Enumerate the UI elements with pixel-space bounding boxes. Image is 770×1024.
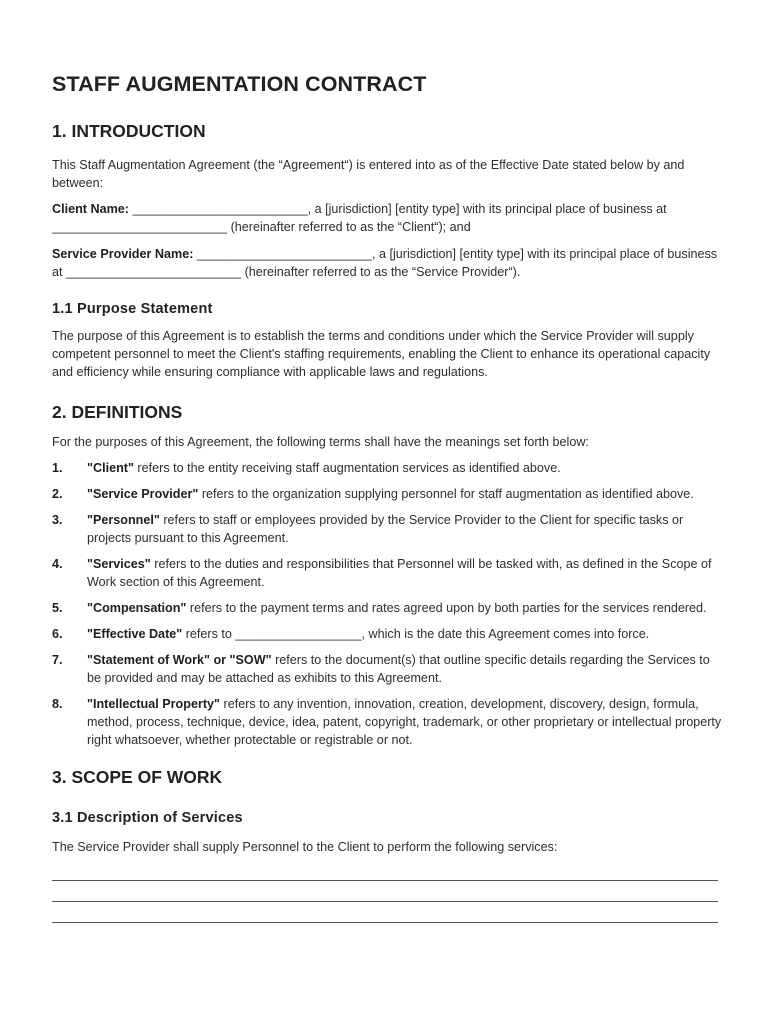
list-item (52, 599, 722, 617)
list-item-text (87, 485, 722, 503)
list-item-text (87, 651, 722, 687)
definition-term: "Intellectual Property" (87, 697, 221, 711)
list-item (52, 555, 722, 591)
subsection-heading-description-of-services: 3.1 Description of Services (52, 810, 243, 826)
definition-text: refers to the duties and responsibilities that Personnel will be tasked with, as defined in the Scope of Work section of this Agreement. (87, 557, 712, 589)
list-item-number: 6. (52, 627, 63, 641)
definition-term: "Service Provider" (87, 487, 199, 501)
definition-term: "Effective Date" (87, 627, 183, 641)
definition-text: refers to the document(s) that outline specific details regarding the Services to be provided and may be attached as exhibits to this Agreement. (87, 653, 710, 685)
client-name-label: Client Name: (52, 202, 129, 216)
section-heading-introduction: 1. INTRODUCTION (52, 121, 206, 141)
client-name-text: _________________________, a [jurisdiction] [entity type] with its principal place of business at _________________________ (hereinafter referred to as the “Client“); and (52, 202, 667, 234)
document-title: STAFF AUGMENTATION CONTRACT (52, 72, 427, 96)
client-name-paragraph (52, 200, 722, 236)
list-item-text (87, 511, 722, 547)
list-item (52, 695, 722, 749)
list-item (52, 625, 722, 643)
list-item-number: 5. (52, 601, 63, 615)
blank-line (52, 880, 718, 881)
definition-text: refers to the entity receiving staff augmentation services as identified above. (133, 461, 561, 475)
list-item-text (87, 555, 722, 591)
definition-term: "Statement of Work" or "SOW" (87, 653, 272, 667)
list-item (52, 459, 722, 477)
list-item (52, 485, 722, 503)
definition-text: refers to the payment terms and rates agreed upon by both parties for the services rendered. (186, 601, 707, 615)
list-item (52, 651, 722, 687)
list-item-number: 2. (52, 487, 63, 501)
definition-term: "Services" (87, 557, 151, 571)
blank-line (52, 922, 718, 923)
definition-text: refers to the organization supplying personnel for staff augmentation as identified above. (198, 487, 694, 501)
services-paragraph: The Service Provider shall supply Personnel to the Client to perform the following services: (52, 840, 558, 854)
service-provider-paragraph (52, 245, 722, 281)
definition-term: "Client" (87, 461, 134, 475)
document-page (52, 66, 722, 923)
list-item-number: 1. (52, 461, 63, 475)
subsection-heading-purpose: 1.1 Purpose Statement (52, 301, 213, 317)
blank-line (52, 901, 718, 902)
list-item (52, 511, 722, 547)
definition-text: refers to __________________, which is the date this Agreement comes into force. (182, 627, 650, 641)
list-item-text (87, 625, 722, 643)
list-item-text (87, 695, 722, 749)
intro-paragraph: This Staff Augmentation Agreement (the “Agreement“) is entered into as of the Effective Date stated below by and between: (52, 158, 685, 190)
list-item-text (87, 459, 722, 477)
list-item-number: 8. (52, 697, 63, 711)
definition-text: refers to staff or employees provided by the Service Provider to the Client for specific tasks or projects pursuant to this Agreement. (87, 513, 684, 545)
list-item-number: 4. (52, 557, 63, 571)
definition-term: "Compensation" (87, 601, 187, 615)
service-provider-text: _________________________, a [jurisdiction] [entity type] with its principal place of business at _________________________ (hereinafter referred to as the “Service Provider“). (52, 247, 718, 279)
definitions-list (52, 459, 722, 749)
service-provider-label: Service Provider Name: (52, 247, 194, 261)
definitions-intro: For the purposes of this Agreement, the following terms shall have the meanings set forth below: (52, 435, 589, 449)
list-item-text (87, 599, 722, 617)
list-item-number: 7. (52, 653, 63, 667)
section-heading-scope-of-work: 3. SCOPE OF WORK (52, 767, 223, 787)
definition-text: refers to any invention, innovation, creation, development, discovery, design, formula, method, process, technique, device, idea, patent, copyright, trademark, or other proprietary or intellectual property right whatsoever, whether protectable or registrable or not. (87, 697, 722, 747)
list-item-number: 3. (52, 513, 63, 527)
definition-term: "Personnel" (87, 513, 160, 527)
section-heading-definitions: 2. DEFINITIONS (52, 402, 183, 422)
purpose-paragraph: The purpose of this Agreement is to establish the terms and conditions under which the Service Provider will supply competent personnel to meet the Client's staffing requirements, enabling the Client to enhance its operational capacity and efficiency while ensuring compliance with applicable laws and regulations. (52, 329, 711, 379)
